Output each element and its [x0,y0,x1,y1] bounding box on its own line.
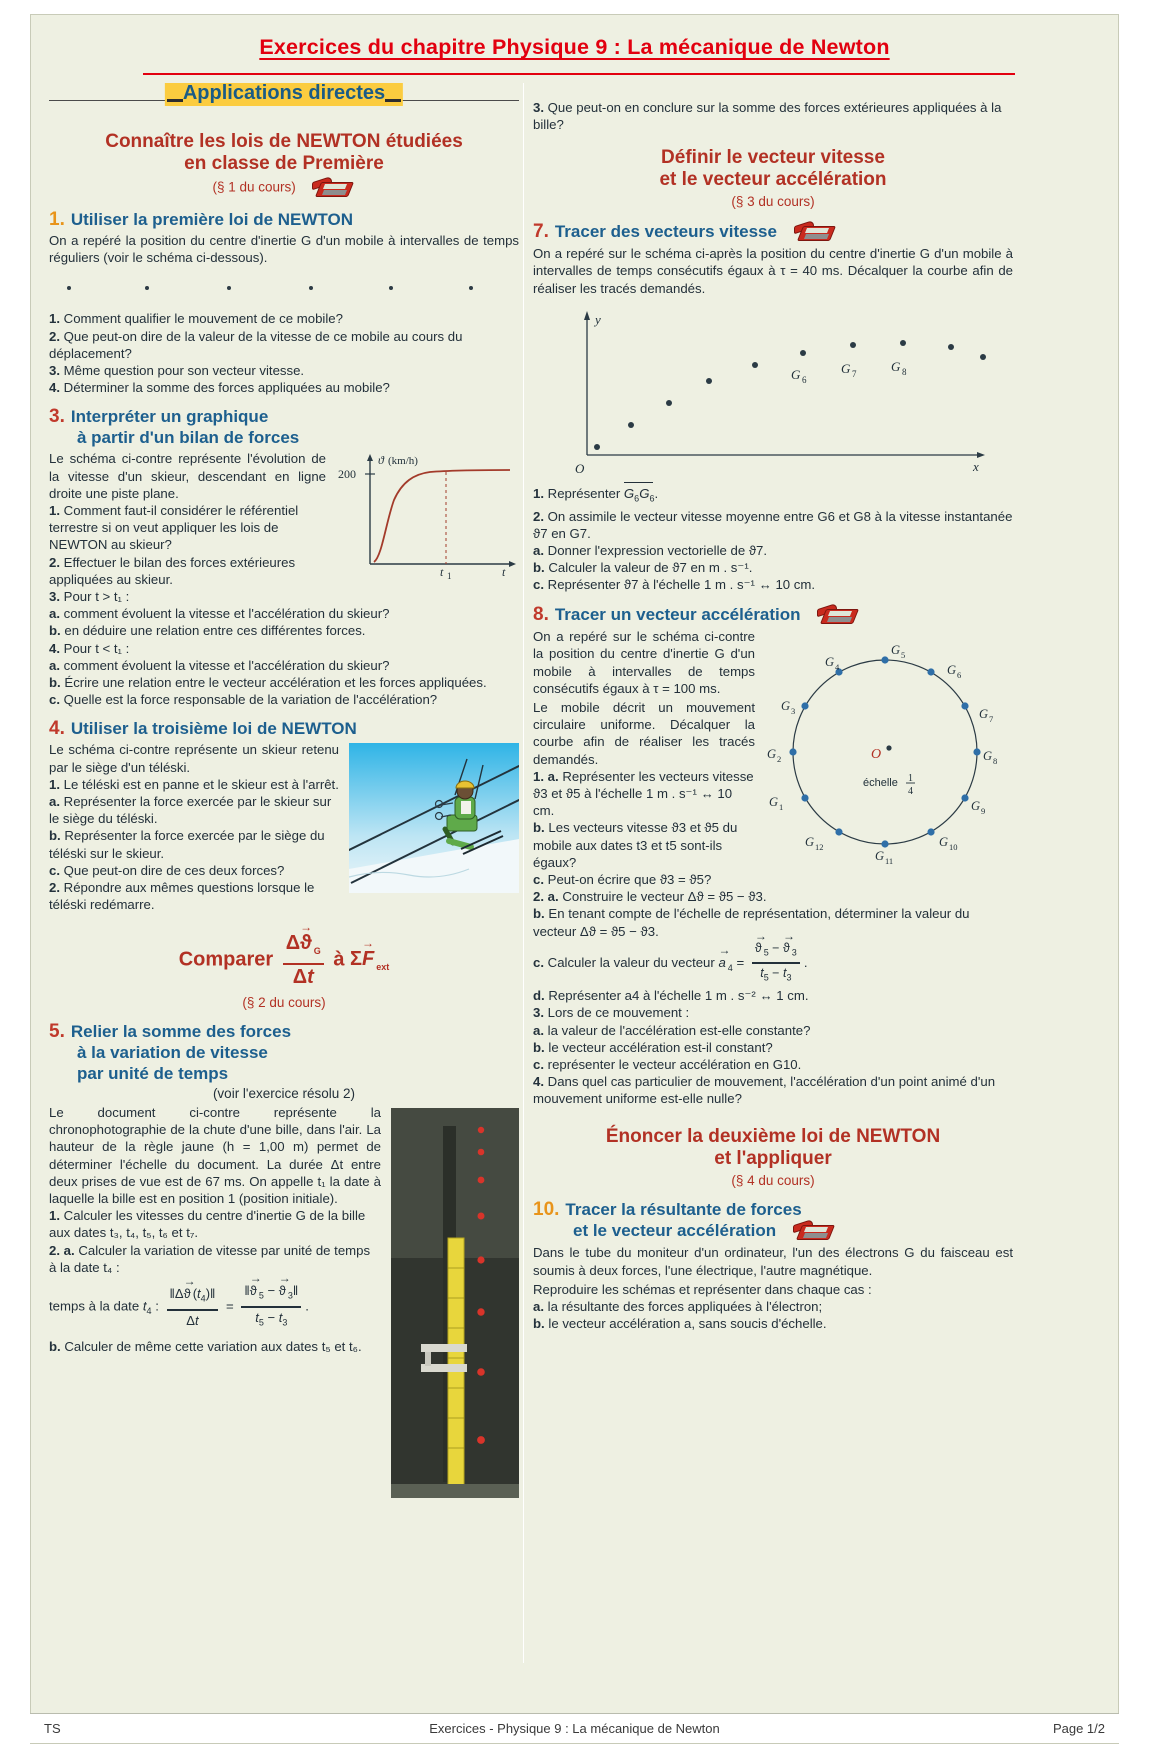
svg-text:G: G [805,835,815,850]
svg-text:(km/h): (km/h) [388,455,418,468]
section2-course-ref: (§ 2 du cours) [242,994,326,1010]
exercise-8-q2a: 2. a. Construire le vecteur Δϑ = ϑ5 − ϑ3. [533,889,767,905]
exercise-8 [533,604,1013,1108]
exercise-10-intro2: Reproduire les schémas et représenter dans chaque cas : [533,1281,872,1297]
section1-line1: Connaître les lois de NEWTON étudiées [105,131,463,152]
exercise-8-q2c: c. Calculer la valeur du vecteur a → $_4$ = $\frac{ϑ \to _5 - ϑ \to _3}{t_5 - t_3}$ . [533,940,1013,987]
section-heading-4 [533,1126,1013,1170]
exercise-8-q2d: d. Représenter a4 à l'échelle 1 m . s⁻² ↔ 1 cm. [533,988,809,1004]
svg-text:G: G [939,835,949,850]
page-footer [30,1713,1119,1743]
exercise-8-circular-motion-figure [763,630,1013,878]
section4-line1: Énoncer la deuxième loi de NEWTON [605,1125,941,1147]
exercise-7-q2c: c. Représenter ϑ7 à l'échelle 1 m . s⁻¹ ↔ 10 cm. [533,577,816,593]
exercise-3-title-l1: Interpréter un graphique [70,407,269,427]
exercise-5-number: 5. [49,1020,65,1042]
banner-dash-left [167,99,183,102]
exercise-4 [49,718,519,913]
section1-line2: en classe de Première [184,153,384,174]
exercise-8-intro2: Le mobile décrit un mouvement circulaire uniforme. Décalquer la courbe afin de réaliser les tracés demandés. [533,699,755,767]
exercise-1-q1: 1. Comment qualifier le mouvement de ce mobile? [49,311,343,327]
exercise-8-q3b: b. le vecteur accélération est-il constant? [533,1039,773,1055]
exercise-8-intro: On a repéré sur le schéma ci-contre la position du centre d'inertie G d'un mobile à intervalles de temps consécutifs égaux à τ = 100 ms. [533,629,755,696]
calculator-icon [817,604,861,626]
exercise-5-subtitle: (voir l'exercice résolu 2) [212,1085,356,1101]
compare-fraction [283,932,324,988]
exercise-8-q1b: b. Les vecteurs vitesse ϑ3 et ϑ5 du mobile aux dates t3 et t5 sont-ils égaux? [533,820,738,870]
svg-text:1: 1 [779,802,784,813]
svg-text:5: 5 [901,650,906,661]
exercise-3-q4b: b. Écrire une relation entre le vecteur accélération et les forces appliquées. [49,675,487,691]
svg-text:7: 7 [989,714,994,725]
section4-line2: et l'appliquer [714,1147,832,1169]
svg-text:G: G [947,663,957,678]
exercise-3-title-l2: à partir d'un bilan de forces [77,428,300,448]
exercise-5-intro: Le document ci-contre représente la chronophotographie de la chute d'une bille, dans l'air. La hauteur de la règle jaune (h = 1,00 m) permet de déterminer l'échelle du document. La durée Δt entre deux prises de vue est de 67 ms. On appelle t₁ la date à laquelle la bille est en position 1 (position initiale). [49,1104,381,1206]
exercise-5-q2a: 2. a. Calculer la variation de vitesse par unité de temps à la date t₄ : [49,1242,371,1275]
compare-rhs: ΣF → $_{ext}$ [350,948,389,970]
exercise-1-q2: 2. Que peut-on dire de la valeur de la vitesse de ce mobile au cours du déplacement? [49,328,463,361]
section1-course-ref-row [49,177,519,199]
svg-text:10: 10 [949,842,958,853]
exercise-1 [49,209,519,396]
banner-dash-right [385,99,401,102]
applications-banner [49,83,519,117]
compare-word: Comparer [178,947,274,970]
svg-text:y: y [595,311,601,327]
title-rule [143,73,1015,75]
exercise-3-q3a: a. comment évoluent la vitesse et l'accélération du skieur? [49,606,390,622]
compare-a-word: à [333,947,345,970]
teleski-illustration [349,743,519,893]
svg-text:200: 200 [338,467,356,482]
exercise-3-intro: Le schéma ci-contre représente l'évolution de la vitesse d'un skieur, descendant en ligne droite une piste plane. [49,451,326,501]
exercise-8-q2b: b. En tenant compte de l'échelle de représentation, déterminer la valeur du vecteur Δϑ = ϑ5 − ϑ3. [533,906,970,939]
svg-text:G: G [769,795,779,810]
exercise-7-q1: 1. Représenter $G_6G_6$. [533,485,1013,508]
exercise-7-title [533,221,1013,244]
fraction-denominator: Δt [292,965,314,988]
exercise-5-q3: 3. Que peut-on en conclure sur la somme des forces extérieures appliquées à la bille? [533,100,1002,133]
exercise-8-number: 8. [533,603,549,625]
svg-text:1: 1 [447,571,452,581]
svg-text:2: 2 [777,754,782,765]
svg-text:G: G [825,655,835,670]
exercise-10 [533,1199,1013,1333]
svg-text:6: 6 [802,374,807,385]
exercise-3-title [49,406,519,448]
exercise-10-number: 10. [533,1198,560,1220]
footer-class: TS [44,1721,61,1736]
exercise-4-intro: Le schéma ci-contre représente un skieur retenu par le siège d'un téléski. [49,742,339,775]
section-heading-3 [533,147,1013,191]
exercise-1-title [49,209,519,230]
exercise-5 [49,1021,519,1498]
exercise-7-number: 7. [533,220,549,242]
exercise-10-qa: a. la résultante des forces appliquées à l'électron; [533,1298,823,1314]
svg-text:x: x [973,458,979,474]
chronophotography-image [391,1108,519,1498]
exercise-4-q1b: b. Représenter la force exercée par le siège du téléski sur le skieur. [49,828,325,861]
svg-text:G: G [891,643,901,658]
svg-text:G: G [791,366,801,382]
exercise-7-intro: On a repéré sur le schéma ci-après la position du centre d'inertie G d'un mobile à intervalles de temps consécutifs égaux à τ = 40 ms. Décalquer la courbe afin de réaliser les tracés demandés. [533,246,1013,296]
exercise-3 [49,406,519,708]
exercise-5-title [49,1021,519,1084]
exercise-4-q1c: c. Que peut-on dire de ces deux forces? [49,862,285,878]
svg-text:1: 1 [908,773,913,785]
exercise-3-q2: 2. Effectuer le bilan des forces extérieures appliquées au skieur. [49,554,296,587]
svg-text:G: G [875,849,885,864]
svg-text:ϑ: ϑ [378,453,384,468]
page-title: Exercices du chapitre Physique 9 : La mécanique de Newton [259,35,890,59]
svg-text:4: 4 [835,662,840,673]
exercise-5-title-l2: à la variation de vitesse [77,1042,268,1062]
calculator-icon [794,221,838,243]
svg-text:échelle: échelle [863,777,898,790]
section-heading-1 [49,131,519,175]
exercise-1-number: 1. [49,209,65,230]
fraction-numerator: Δϑ → $_G$ [283,932,324,965]
exercise-5-q1: 1. Calculer les vitesses du centre d'inertie G de la bille aux dates t₃, t₄, t₅, t₆ et t₇. [49,1208,366,1241]
calculator-icon [312,177,356,199]
svg-text:G: G [971,799,981,814]
left-column [49,83,519,1498]
exercise-3-q3b: b. en déduire une relation entre ces différentes forces. [49,623,366,639]
exercise-1-intro: On a repéré la position du centre d'inertie G d'un mobile à intervalles de temps réguliers (voir le schéma ci-dessous). [49,233,519,266]
exercise-3-q4c: c. Quelle est la force responsable de la variation de l'accélération? [49,692,438,708]
exercise-5-q2a-formula: temps à la date $t_4$ : $\frac{‖\Delta ϑ \to (t_4)‖}{\Delta t}$ = $\frac{‖ϑ \to _5 - ϑ \to _3‖}{t_5 - t_3}$ . [49,1282,519,1332]
column-divider [523,83,524,1663]
exercise-7 [533,221,1013,594]
document-page [30,14,1119,1744]
svg-text:11: 11 [885,856,894,867]
exercise-5-title-l3: par unité de temps [77,1063,229,1083]
exercise-8-title-text: Tracer un vecteur accélération [554,604,801,624]
exercise-4-q1: 1. Le téléski est en panne et le skieur est à l'arrêt. [49,776,339,792]
banner-label: Applications directes [165,83,403,106]
footer-page-number: Page 1/2 [1052,1721,1105,1736]
exercise-8-q3a: a. la valeur de l'accélération est-elle constante? [533,1022,811,1038]
svg-text:9: 9 [981,806,986,817]
svg-text:G: G [979,707,989,722]
exercise-4-title-text: Utiliser la troisième loi de NEWTON [70,719,357,739]
section3-line2: et le vecteur accélération [659,169,887,191]
svg-text:t: t [502,565,506,580]
svg-text:O: O [575,460,585,476]
exercise-4-q2: 2. Répondre aux mêmes questions lorsque le téléski redémarre. [49,880,315,913]
exercise-1-dots-diagram [49,272,519,306]
svg-text:3: 3 [791,706,796,717]
svg-text:G: G [767,747,777,762]
section1-course-ref: (§ 1 du cours) [212,179,296,195]
svg-text:12: 12 [815,842,824,853]
exercise-10-title-l2: et le vecteur accélération [573,1220,777,1240]
svg-text:G: G [781,699,791,714]
right-column [533,83,1013,1332]
exercise-1-q3: 3. Même question pour son vecteur vitesse. [49,363,305,379]
exercise-10-qb: b. le vecteur accélération a, sans soucis d'échelle. [533,1316,827,1332]
section4-course-ref: (§ 4 du cours) [731,1172,815,1188]
exercise-7-q2a: a. Donner l'expression vectorielle de ϑ7. [533,542,768,558]
exercise-7-q2: 2. On assimile le vecteur vitesse moyenne entre G6 et G8 à la vitesse instantanée ϑ7 en G7. [533,508,1013,541]
exercise-3-number: 3. [49,406,65,428]
exercise-4-q1a: a. Représenter la force exercée par le skieur sur le siège du téléski. [49,794,332,827]
svg-text:G: G [841,360,851,376]
svg-text:G: G [983,749,993,764]
svg-text:G: G [891,358,901,374]
exercise-8-q1c: c. Peut-on écrire que ϑ3 = ϑ5? [533,871,712,887]
svg-text:8: 8 [902,366,907,377]
compare-formula [49,932,519,988]
exercise-7-q2b: b. Calculer la valeur de ϑ7 en m . s⁻¹. [533,560,753,576]
exercise-10-title [533,1199,1013,1243]
exercise-3-q1: 1. Comment faut-il considérer le référentiel terrestre si on veut appliquer les lois de NEWTON au skieur? [49,503,299,553]
exercise-8-title [533,604,1013,627]
section3-course-ref: (§ 3 du cours) [731,194,815,210]
calculator-icon [793,1220,837,1242]
svg-text:4: 4 [908,786,913,798]
svg-text:O: O [871,747,882,763]
exercise-7-title-text: Tracer des vecteurs vitesse [554,221,777,241]
exercise-3-q3: 3. Pour t > t₁ : [49,589,130,605]
exercise-8-q4: 4. Dans quel cas particulier de mouvement, l'accélération d'un point animé d'un mouvement uniforme est-elle nulle? [533,1074,996,1107]
exercise-1-title-text: Utiliser la première loi de NEWTON [70,210,354,229]
svg-text:t: t [440,565,444,580]
svg-text:7: 7 [852,368,857,379]
exercise-5-q2b: b. Calculer de même cette variation aux dates t₅ et t₆. [49,1338,362,1354]
exercise-8-q3: 3. Lors de ce mouvement : [533,1005,690,1021]
exercise-10-title-l1: Tracer la résultante de forces [565,1199,802,1219]
footer-title: Exercices - Physique 9 : La mécanique de Newton [429,1721,720,1736]
exercise-3-q4: 4. Pour t < t₁ : [49,640,130,656]
svg-text:8: 8 [993,756,998,767]
exercise-8-q3c: c. représenter le vecteur accélération en G10. [533,1056,802,1072]
svg-text:6: 6 [957,670,962,681]
exercise-8-q1a: 1. a. Représenter les vecteurs vitesse ϑ3 et ϑ5 à l'échelle 1 m . s⁻¹ ↔ 10 cm. [533,768,754,819]
exercise-10-intro: Dans le tube du moniteur d'un ordinateur, l'un des électrons G du faisceau est soumis à deux forces, l'une électrique, l'autre magnétique. [533,1245,1013,1278]
velocity-graph [334,452,519,580]
exercise-3-q4a: a. comment évoluent la vitesse et l'accélération du skieur? [49,657,390,673]
exercise-4-number: 4. [49,718,65,740]
section3-line1: Définir le vecteur vitesse [661,147,885,169]
exercise-1-q4: 4. Déterminer la somme des forces appliquées au mobile? [49,380,390,396]
exercise-4-title [49,718,519,739]
exercise-7-scatter-plot [553,303,993,481]
exercise-5-title-l1: Relier la somme des forces [70,1021,292,1041]
